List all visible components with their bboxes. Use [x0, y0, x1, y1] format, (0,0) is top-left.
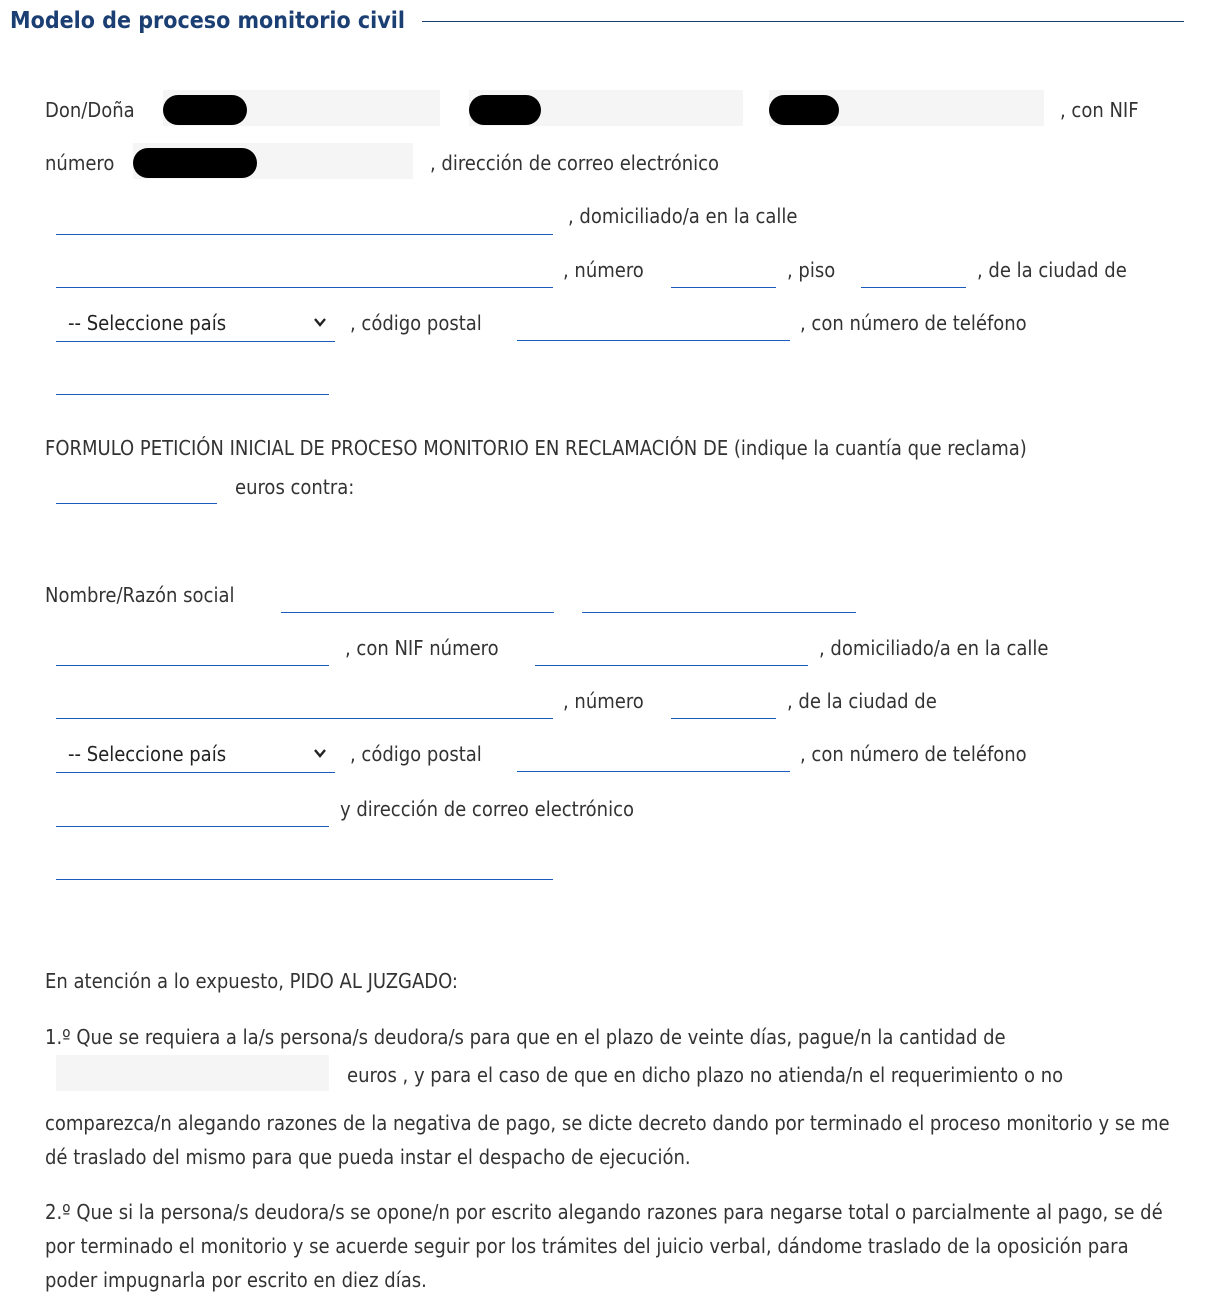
- postal-code-field[interactable]: [517, 305, 790, 341]
- numero-label: número: [45, 151, 115, 175]
- don-dona-label: Don/Doña: [45, 98, 135, 122]
- debtor-nif-label: , con NIF número: [345, 636, 499, 660]
- debtor-nif-field[interactable]: [535, 630, 808, 666]
- form-header: [10, 5, 1184, 37]
- debtor-postal-label: , código postal: [350, 742, 482, 766]
- debtor-name-field[interactable]: [281, 577, 554, 613]
- redaction-mark: [769, 95, 839, 125]
- request-item1-line1: 1.º Que se requiera a la/s persona/s deudora/s para que en el plazo de veinte días, pague/n la cantidad de: [45, 1025, 1006, 1049]
- chevron-down-icon: [313, 315, 327, 329]
- request-item2: 2.º Que si la persona/s deudora/s se opone/n por escrito alegando razones para negarse total o parcialmente al pago, se dé por terminado el monitorio y se acuerde seguir por los trámites del juicio verbal, dándome traslado de la oposición para poder impugnarla por escrito en diez días.: [45, 1200, 1163, 1292]
- debtor-ciudad-label: , de la ciudad de: [787, 689, 937, 713]
- debtor-phone-label: , con número de teléfono: [800, 742, 1027, 766]
- debtor-country-select[interactable]: [56, 735, 335, 773]
- street-number-field[interactable]: [671, 252, 776, 288]
- piso-label: , piso: [787, 258, 836, 282]
- debtor-postal-code-field[interactable]: [517, 736, 790, 772]
- floor-field[interactable]: [861, 252, 966, 288]
- requested-amount-field[interactable]: [56, 1055, 329, 1091]
- petition-text: FORMULO PETICIÓN INICIAL DE PROCESO MONITORIO EN RECLAMACIÓN DE (indique la cuantía que reclama): [45, 436, 1027, 460]
- debtor-domicilio-label: , domiciliado/a en la calle: [819, 636, 1049, 660]
- email-field[interactable]: [56, 199, 553, 235]
- debtor-numero-label: , número: [563, 689, 644, 713]
- street-field[interactable]: [56, 252, 553, 288]
- country-select[interactable]: [56, 304, 335, 342]
- debtor-surname-field[interactable]: [582, 577, 856, 613]
- email-label: , dirección de correo electrónico: [430, 151, 720, 175]
- ciudad-label: , de la ciudad de: [977, 258, 1127, 282]
- request-item1-continuation: comparezca/n alegando razones de la negativa de pago, se dicte decreto dando por terminado el proceso monitorio y se me dé traslado del mismo para que pueda instar el despacho de ejecución.: [45, 1111, 1170, 1169]
- chevron-down-icon: [313, 746, 327, 760]
- debtor-phone-field[interactable]: [56, 791, 329, 827]
- euros-contra-label: euros contra:: [235, 475, 355, 499]
- con-nif-label: , con NIF: [1060, 98, 1139, 122]
- request-item1-line2: euros , y para el caso de que en dicho plazo no atienda/n el requerimiento o no: [347, 1063, 1064, 1087]
- debtor-street-number-field[interactable]: [671, 683, 776, 719]
- debtor-email-label: y dirección de correo electrónico: [340, 797, 634, 821]
- phone-field[interactable]: [56, 359, 329, 395]
- form-title: Modelo de proceso monitorio civil: [10, 8, 405, 34]
- phone-label: , con número de teléfono: [800, 311, 1027, 335]
- postal-label: , código postal: [350, 311, 482, 335]
- debtor-country-select-value: -- Seleccione país: [68, 742, 227, 766]
- domicilio-label: , domiciliado/a en la calle: [568, 204, 798, 228]
- debtor-street-field[interactable]: [56, 683, 553, 719]
- request-intro: En atención a lo expuesto, PIDO AL JUZGADO:: [45, 969, 458, 993]
- country-select-value: -- Seleccione país: [68, 311, 227, 335]
- numero-label: , número: [563, 258, 644, 282]
- debtor-name-label: Nombre/Razón social: [45, 583, 235, 607]
- redaction-mark: [163, 95, 247, 125]
- title-divider: [422, 21, 1184, 22]
- redaction-mark: [133, 148, 257, 178]
- debtor-second-surname-field[interactable]: [56, 630, 329, 666]
- amount-field[interactable]: [56, 468, 217, 504]
- redaction-mark: [469, 95, 541, 125]
- debtor-email-field[interactable]: [56, 844, 553, 880]
